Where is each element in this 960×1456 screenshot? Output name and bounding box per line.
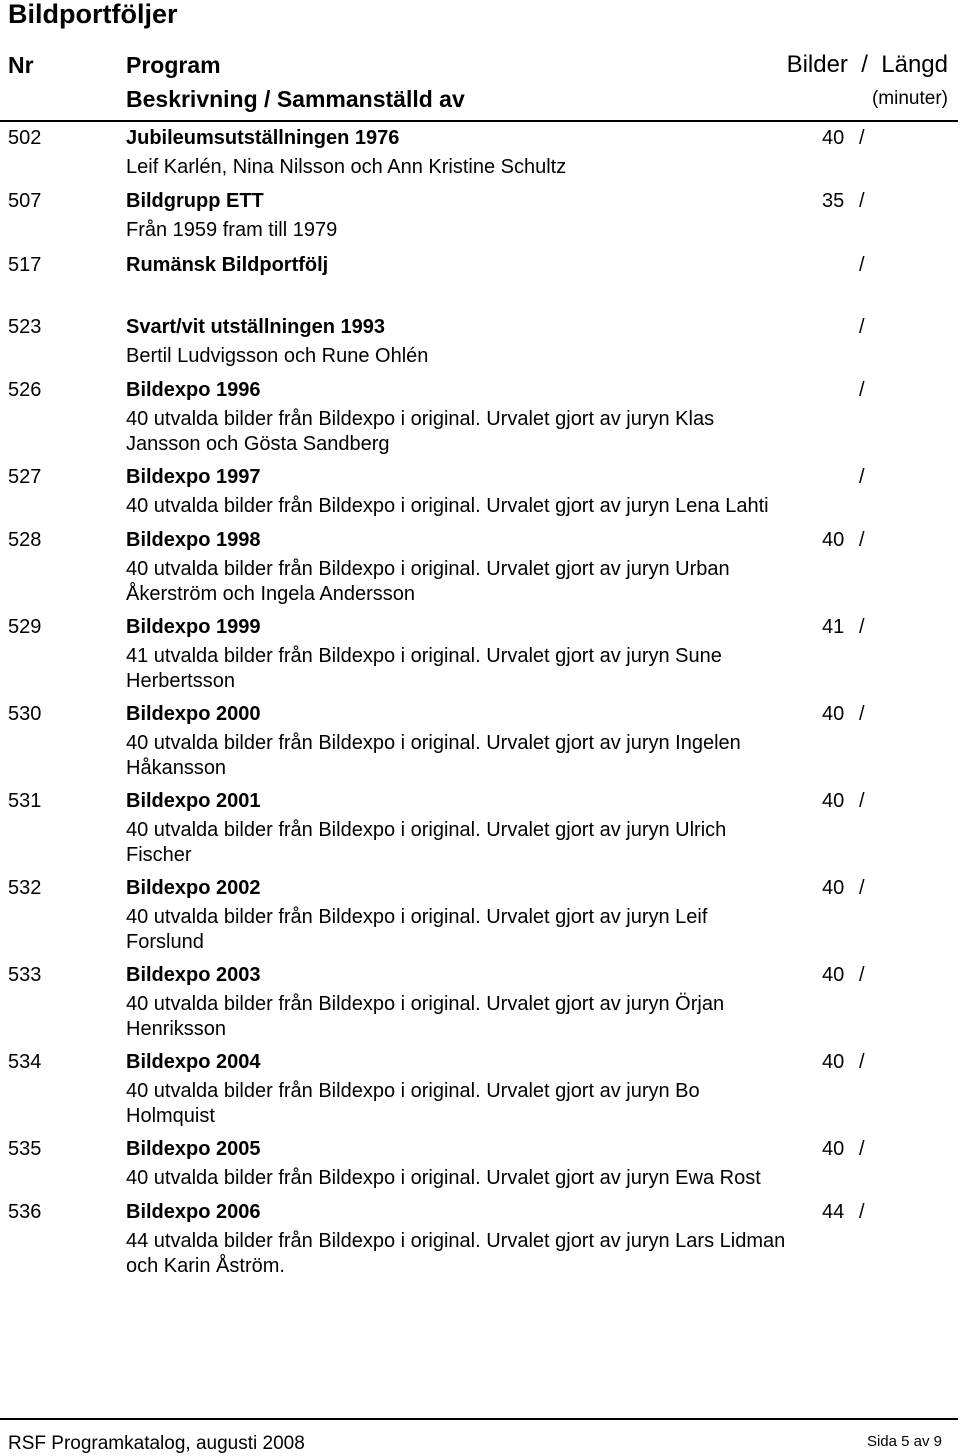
entry-title: Bildexpo 2004 [126,1051,261,1073]
entry-nr: 526 [8,379,42,401]
entry-slash: / [859,877,865,899]
entry-slash: / [859,529,865,551]
entry-title: Bildexpo 2005 [126,1138,261,1160]
entry-count: 40 [822,529,845,551]
entry-description: Bertil Ludvigsson och Rune Ohlén [126,345,429,367]
entry-title: Bildexpo 1998 [126,529,261,551]
entry-nr: 534 [8,1051,42,1073]
entry-slash: / [859,1201,865,1223]
list-item [0,189,960,249]
entry-count: 40 [822,1051,845,1073]
entry-slash: / [859,790,865,812]
list-item [0,702,960,787]
entry-description: 40 utvalda bilder från Bildexpo i original. Urvalet gjort av juryn Leif Forslund [126,906,708,953]
entry-count: 35 [822,190,845,212]
header-program: Program [126,52,221,78]
entry-nr: 536 [8,1201,42,1223]
entry-description: 40 utvalda bilder från Bildexpo i original. Urvalet gjort av juryn Örjan Henriksson [126,993,725,1040]
entry-slash: / [859,254,865,276]
page-title: Bildportföljer [8,0,178,29]
entry-count: 41 [822,616,845,638]
entry-nr: 507 [8,190,42,212]
entry-nr: 527 [8,466,42,488]
entry-description: 40 utvalda bilder från Bildexpo i original. Urvalet gjort av juryn Ulrich Fischer [126,819,727,866]
list-item [0,528,960,613]
entry-description: 40 utvalda bilder från Bildexpo i original. Urvalet gjort av juryn Bo Holmquist [126,1080,700,1127]
entry-description: 44 utvalda bilder från Bildexpo i original. Urvalet gjort av juryn Lars Lidman och Karin Åström. [126,1230,786,1277]
entry-nr: 535 [8,1138,42,1160]
entry-title: Bildexpo 2003 [126,964,261,986]
entry-title: Bildexpo 2000 [126,703,261,725]
entry-nr: 502 [8,127,42,149]
entry-description: 40 utvalda bilder från Bildexpo i original. Urvalet gjort av juryn Klas Jansson och Gösta Sandberg [126,408,715,455]
list-item [0,963,960,1048]
entry-slash: / [859,190,865,212]
entry-slash: / [859,616,865,638]
entry-count: 40 [822,703,845,725]
entry-description: 40 utvalda bilder från Bildexpo i original. Urvalet gjort av juryn Ewa Rost [126,1167,761,1189]
entry-nr: 533 [8,964,42,986]
entry-nr: 528 [8,529,42,551]
entry-slash: / [859,964,865,986]
header-description: Beskrivning / Sammanställd av [126,86,465,112]
entry-slash: / [859,466,865,488]
entry-count: 40 [822,877,845,899]
header-divider [0,120,958,122]
entry-description: 40 utvalda bilder från Bildexpo i original. Urvalet gjort av juryn Lena Lahti [126,495,769,517]
list-item [0,876,960,961]
entry-nr: 529 [8,616,42,638]
header-minutes: (minuter) [871,88,948,109]
list-item [0,126,960,186]
entry-slash: / [859,127,865,149]
list-item [0,378,960,463]
header-bilder-langd: Bilder / Längd [786,51,948,78]
list-item [0,789,960,874]
list-item [0,253,960,313]
entry-title: Bildexpo 2001 [126,790,261,812]
entry-slash: / [859,1051,865,1073]
list-item [0,1137,960,1197]
entry-nr: 523 [8,316,42,338]
list-item [0,1200,960,1285]
entry-nr: 531 [8,790,42,812]
entry-description: 40 utvalda bilder från Bildexpo i original. Urvalet gjort av juryn Urban Åkerström och Ingela Andersson [126,558,730,605]
entry-description: Leif Karlén, Nina Nilsson och Ann Kristine Schultz [126,156,567,178]
entry-count: 40 [822,790,845,812]
entry-title: Svart/vit utställningen 1993 [126,316,385,338]
entry-description: 40 utvalda bilder från Bildexpo i original. Urvalet gjort av juryn Ingelen Håkansson [126,732,741,779]
list-item [0,315,960,375]
entry-slash: / [859,1138,865,1160]
entry-title: Bildexpo 1996 [126,379,261,401]
entry-slash: / [859,703,865,725]
entry-title: Bildexpo 2002 [126,877,261,899]
table-header [0,46,960,122]
entry-title: Bildgrupp ETT [126,190,264,212]
entry-slash: / [859,379,865,401]
entry-count: 40 [822,964,845,986]
entry-count: 40 [822,127,845,149]
entry-nr: 532 [8,877,42,899]
header-nr: Nr [8,52,34,78]
entry-nr: 517 [8,254,42,276]
footer-divider [0,1418,958,1420]
entry-title: Bildexpo 1999 [126,616,261,638]
entry-title: Rumänsk Bildportfölj [126,254,329,276]
entry-description: 41 utvalda bilder från Bildexpo i original. Urvalet gjort av juryn Sune Herbertsson [126,645,722,692]
entry-slash: / [859,316,865,338]
footer-page-number: Sida 5 av 9 [866,1433,942,1450]
list-item [0,1050,960,1135]
list-item [0,615,960,700]
list-item [0,465,960,525]
entry-title: Bildexpo 2006 [126,1201,261,1223]
footer-catalog: RSF Programkatalog, augusti 2008 [8,1433,305,1454]
entry-nr: 530 [8,703,42,725]
entry-count: 44 [822,1201,845,1223]
entry-description: Från 1959 fram till 1979 [126,219,338,241]
entry-count: 40 [822,1138,845,1160]
entry-title: Bildexpo 1997 [126,466,261,488]
entry-title: Jubileumsutställningen 1976 [126,127,400,149]
